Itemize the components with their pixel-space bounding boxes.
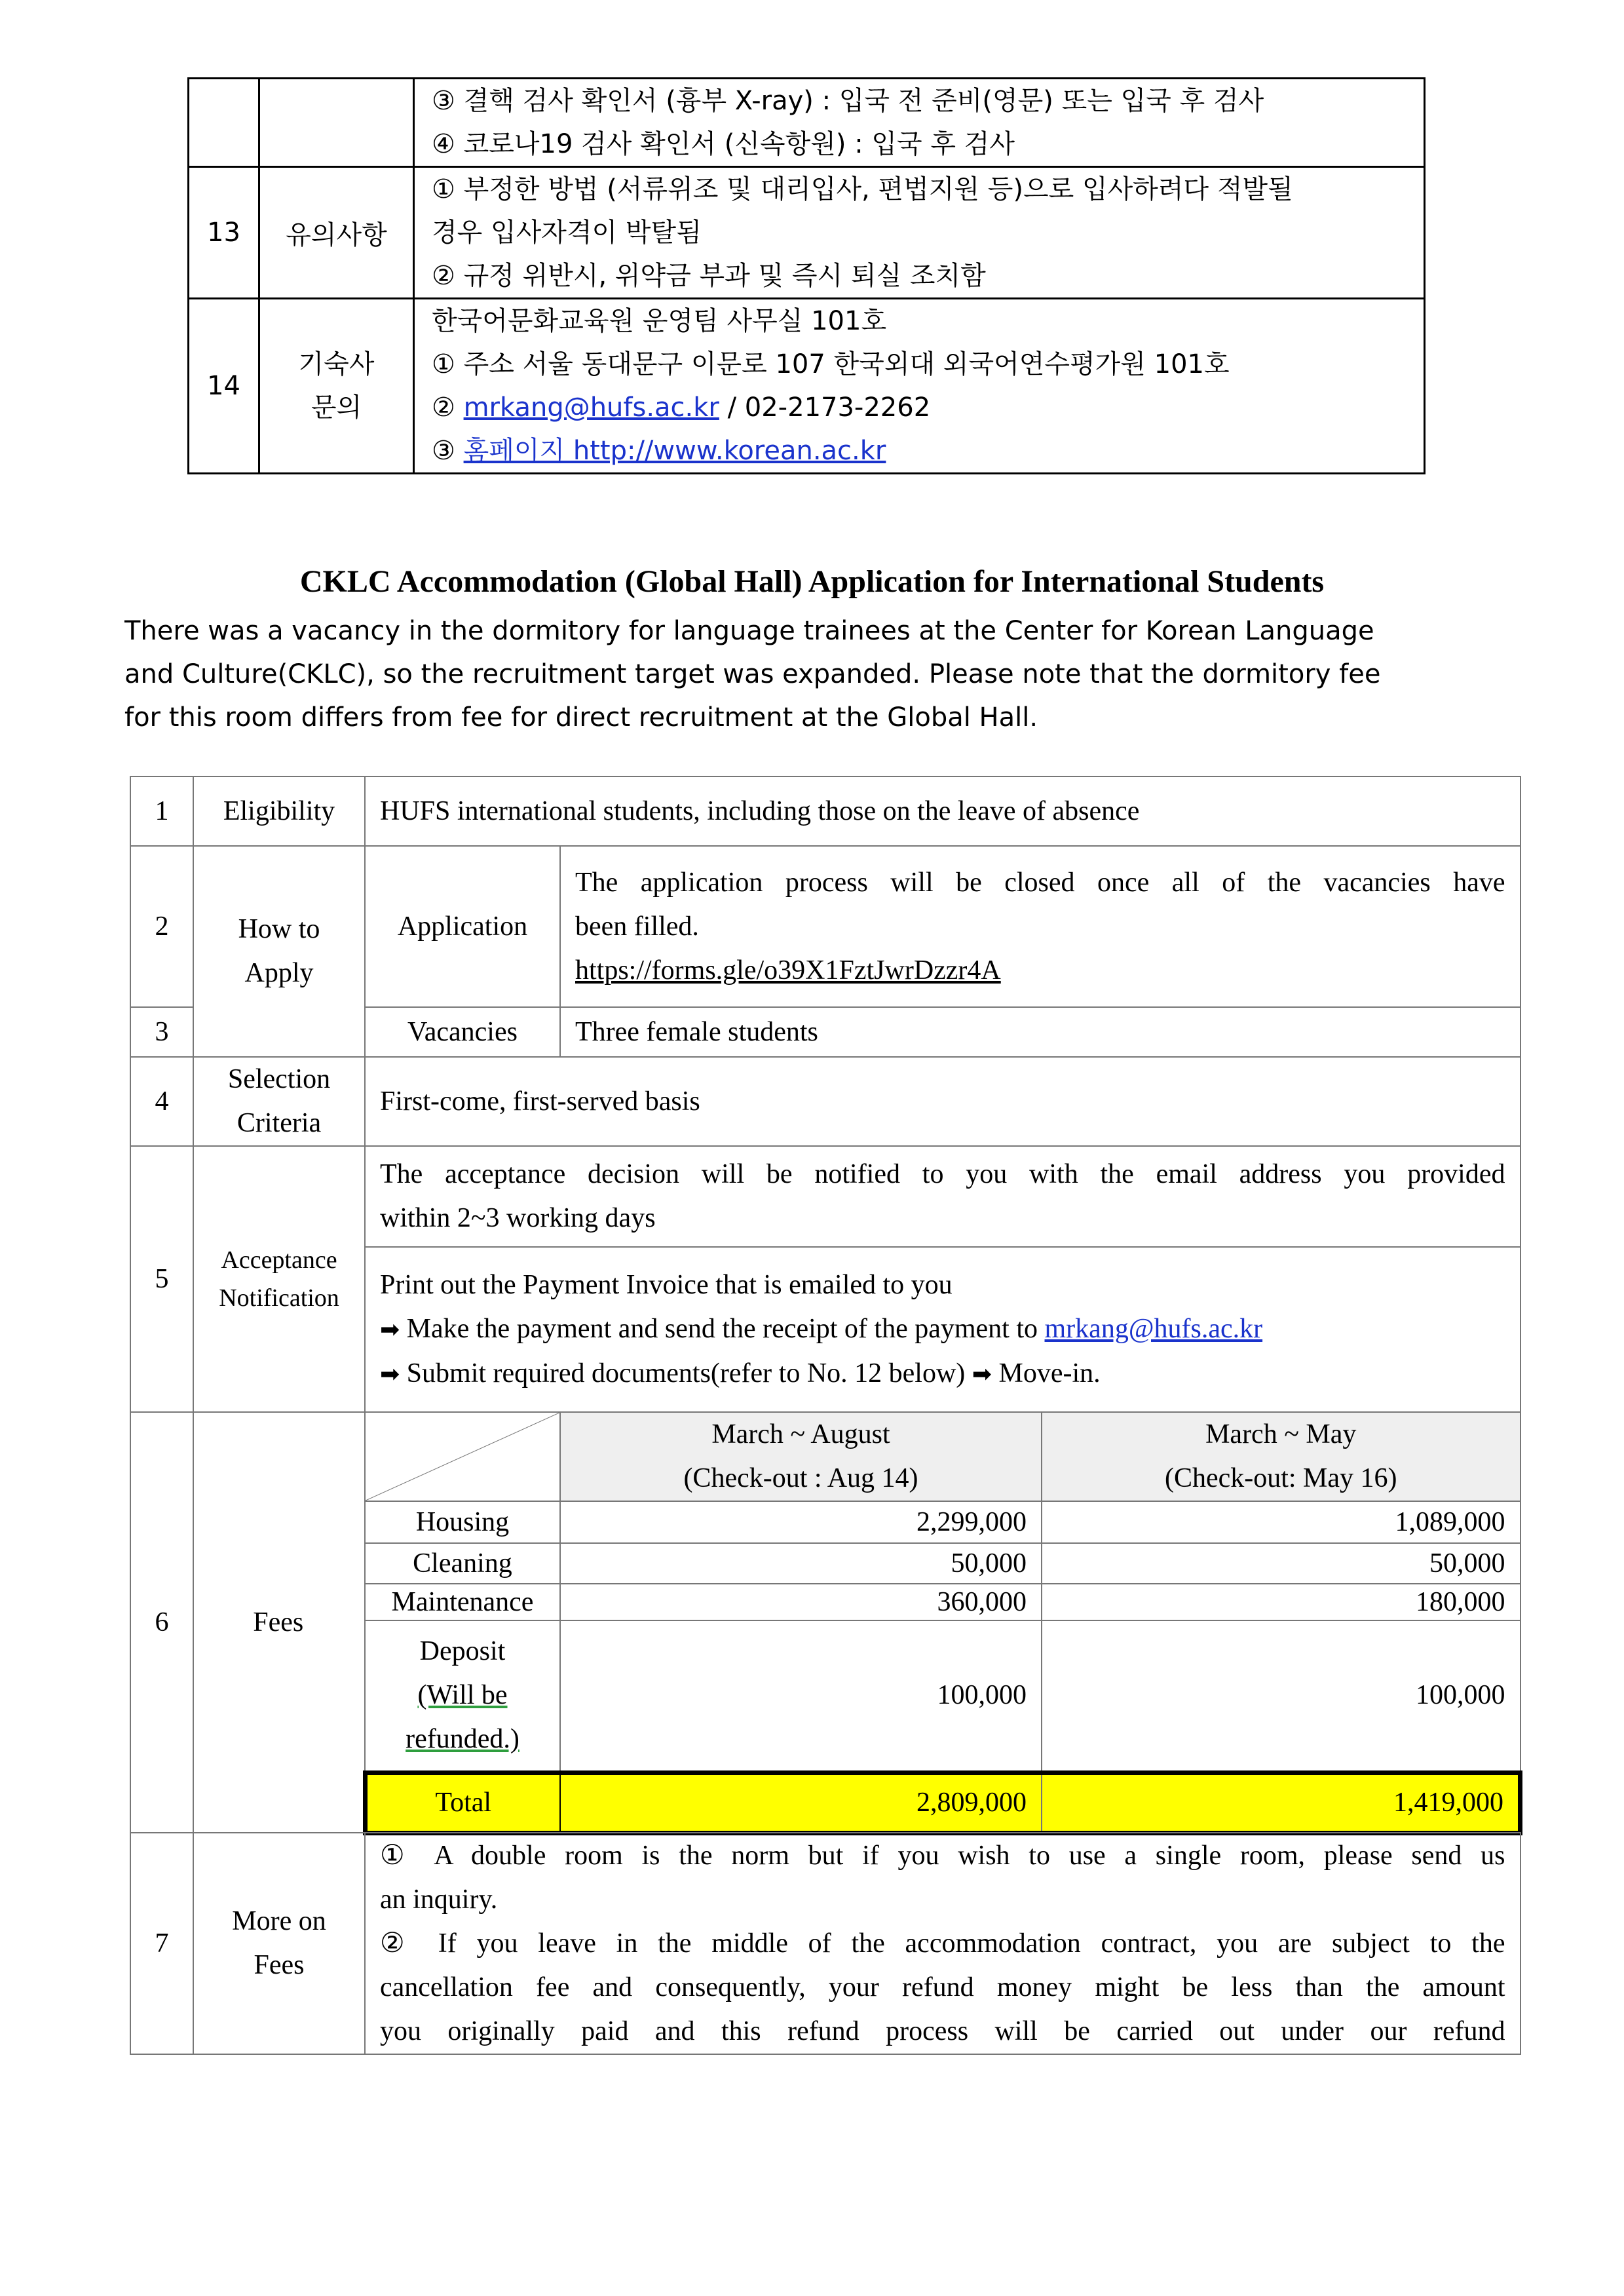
list-marker: ②: [432, 392, 464, 423]
row-label-cell: [193, 1833, 365, 2054]
intro-line: There was a vacancy in the dormitory for language trainees at the Center for Korean Language: [124, 616, 1374, 646]
application-form-link[interactable]: https://forms.gle/o39X1FztJwrDzzr4A: [575, 955, 1001, 985]
row-value: First-come, first-served basis: [365, 1057, 1520, 1146]
deposit-label-cell: [365, 1620, 560, 1772]
sub-label: Application: [365, 846, 560, 1007]
documents-instruction: Submit required documents(refer to No. 12 below): [406, 1358, 966, 1388]
row-label-line: More on: [232, 1906, 326, 1936]
row-label-line: Fees: [254, 1950, 305, 1980]
payment-step: [380, 1307, 1505, 1352]
arrow-right-icon: ➡: [380, 1360, 400, 1388]
list-marker: ③: [432, 436, 464, 466]
note-line: an inquiry.: [380, 1884, 498, 1915]
acceptance-text: The acceptance decision will be notified to you with the email address you provided: [380, 1159, 1505, 1189]
row-content-cell: [414, 79, 1425, 167]
table-row: [189, 79, 1425, 167]
row-label-line: Criteria: [236, 1108, 322, 1138]
fee-value: 2,299,000: [560, 1501, 1042, 1543]
table-row: [130, 776, 1520, 846]
table-row: [130, 1146, 1520, 1247]
acceptance-text: within 2~3 working days: [380, 1203, 656, 1233]
list-item: ② 규정 위반시, 위약금 부과 및 즉시 퇴실 조치함: [432, 261, 986, 291]
row-label-cell: [259, 299, 414, 474]
fee-value: 100,000: [560, 1620, 1042, 1772]
total-label: Total: [365, 1772, 560, 1833]
total-value: 2,809,000: [560, 1772, 1042, 1833]
more-fees-cell: [365, 1833, 1520, 2054]
fee-name: Cleaning: [365, 1543, 560, 1584]
note-line: cancellation fee and consequently, your refund money might be less than the amount: [380, 1972, 1505, 2002]
row-label-cell: [193, 846, 365, 1057]
checkout-label: (Check-out: May 16): [1164, 1463, 1397, 1493]
row-number: 13: [189, 167, 259, 299]
row-label-cell: [259, 79, 414, 167]
row-label-line: 문의: [311, 392, 362, 423]
note-line: you originally paid and this refund process will be carried out under our refund: [380, 2016, 1505, 2046]
homepage-line: [415, 429, 1424, 472]
table-row: [189, 167, 1425, 299]
row-label-line: Notification: [219, 1284, 339, 1312]
row-label-line: Apply: [244, 958, 314, 988]
row-label-line: Selection: [227, 1064, 331, 1094]
deposit-note: refunded.): [406, 1724, 519, 1755]
row-value: Three female students: [560, 1007, 1520, 1057]
row-number: 4: [130, 1057, 193, 1146]
office-location: 한국어문화교육원 운영팀 사무실 101호: [432, 306, 887, 336]
row-label-cell: [193, 1057, 365, 1146]
intro-paragraph: [124, 609, 1461, 739]
row-number: 14: [189, 299, 259, 474]
row-content-cell: [414, 167, 1425, 299]
row-label-cell: [193, 1146, 365, 1412]
acceptance-cell: [365, 1146, 1520, 1247]
fee-value: 1,089,000: [1042, 1501, 1520, 1543]
row-label: Eligibility: [193, 776, 365, 846]
email-link[interactable]: mrkang@hufs.ac.kr: [463, 392, 719, 423]
intro-line: and Culture(CKLC), so the recruitment target was expanded. Please note that the dormitory fee: [124, 659, 1381, 689]
application-text: The application process will be closed once all of the vacancies have: [575, 867, 1505, 898]
korean-info-table: [187, 77, 1426, 474]
sub-label: Vacancies: [365, 1007, 560, 1057]
fees-column-header: [560, 1412, 1042, 1501]
period-label: March ~ May: [1205, 1419, 1357, 1449]
deposit-label: Deposit: [419, 1636, 506, 1667]
table-row: [130, 1057, 1520, 1146]
link-line: [575, 949, 1505, 993]
row-number: 6: [130, 1412, 193, 1833]
payment-step: Print out the Payment Invoice that is emailed to you: [380, 1269, 953, 1300]
table-row: [130, 1412, 1520, 1501]
row-number: 7: [130, 1833, 193, 2054]
move-in-step: Move-in.: [998, 1358, 1101, 1388]
intro-line: for this room differs from fee for direct recruitment at the Global Hall.: [124, 702, 1038, 733]
table-row: [130, 846, 1520, 1007]
fee-value: 180,000: [1042, 1584, 1520, 1620]
payment-instruction: Make the payment and send the receipt of the payment to: [406, 1313, 1045, 1344]
payment-step: [380, 1352, 1505, 1396]
checkout-label: (Check-out : Aug 14): [683, 1463, 918, 1493]
row-number: 2: [130, 846, 193, 1007]
row-label: 유의사항: [259, 167, 414, 299]
fees-column-header: [1042, 1412, 1520, 1501]
application-text: been filled.: [575, 911, 699, 942]
contact-line: [415, 386, 1424, 429]
application-info-table: [130, 776, 1522, 2055]
row-label-line: How to: [238, 914, 320, 944]
fee-value: 360,000: [560, 1584, 1042, 1620]
address: ① 주소 서울 동대문구 이문로 107 한국외대 외국어연수평가원 101호: [432, 349, 1230, 379]
row-label-line: 기숙사: [298, 349, 375, 379]
homepage-link[interactable]: 홈페이지 http://www.korean.ac.kr: [463, 436, 886, 466]
note-line: ① A double room is the norm but if you wish to use a single room, please send us: [380, 1840, 1505, 1871]
list-item: ④ 코로나19 검사 확인서 (신속항원) : 입국 후 검사: [432, 129, 1015, 159]
row-value: HUFS international students, including those on the leave of absence: [365, 776, 1520, 846]
arrow-right-icon: ➡: [380, 1316, 400, 1343]
note-line: ② If you leave in the middle of the accommodation contract, you are subject to the: [380, 1928, 1505, 1959]
fee-name: Housing: [365, 1501, 560, 1543]
row-number-cell: [189, 79, 259, 167]
row-label: Fees: [193, 1412, 365, 1833]
row-number: 5: [130, 1146, 193, 1412]
fee-value: 50,000: [560, 1543, 1042, 1584]
total-value: 1,419,000: [1042, 1772, 1520, 1833]
diagonal-line: [366, 1413, 559, 1501]
email-link[interactable]: mrkang@hufs.ac.kr: [1044, 1313, 1263, 1344]
row-label-line: Acceptance: [221, 1246, 337, 1274]
payment-steps-cell: [365, 1247, 1520, 1412]
list-item: ① 부정한 방법 (서류위조 및 대리입사, 편법지원 등)으로 입사하려다 적발될: [432, 174, 1293, 204]
fee-value: 100,000: [1042, 1620, 1520, 1772]
period-label: March ~ August: [711, 1419, 890, 1449]
fee-name: Maintenance: [365, 1584, 560, 1620]
list-item: 경우 입사자격이 박탈됨: [432, 218, 702, 248]
page-title: CKLC Accommodation (Global Hall) Application for International Students: [299, 564, 1325, 599]
row-number: 3: [130, 1007, 193, 1057]
fee-value: 50,000: [1042, 1543, 1520, 1584]
deposit-note: (Will be: [417, 1680, 508, 1711]
row-content-cell: [560, 846, 1520, 1007]
table-row: [189, 299, 1425, 474]
row-number: 1: [130, 776, 193, 846]
table-row: [130, 1833, 1520, 2054]
phone-number: / 02-2173-2262: [719, 392, 931, 423]
fees-corner-cell: [365, 1412, 560, 1501]
arrow-right-icon: ➡: [972, 1360, 992, 1388]
list-item: ③ 결핵 검사 확인서 (흉부 X-ray) : 입국 전 준비(영문) 또는 입국 후 검사: [432, 86, 1264, 116]
row-content-cell: [414, 299, 1425, 474]
